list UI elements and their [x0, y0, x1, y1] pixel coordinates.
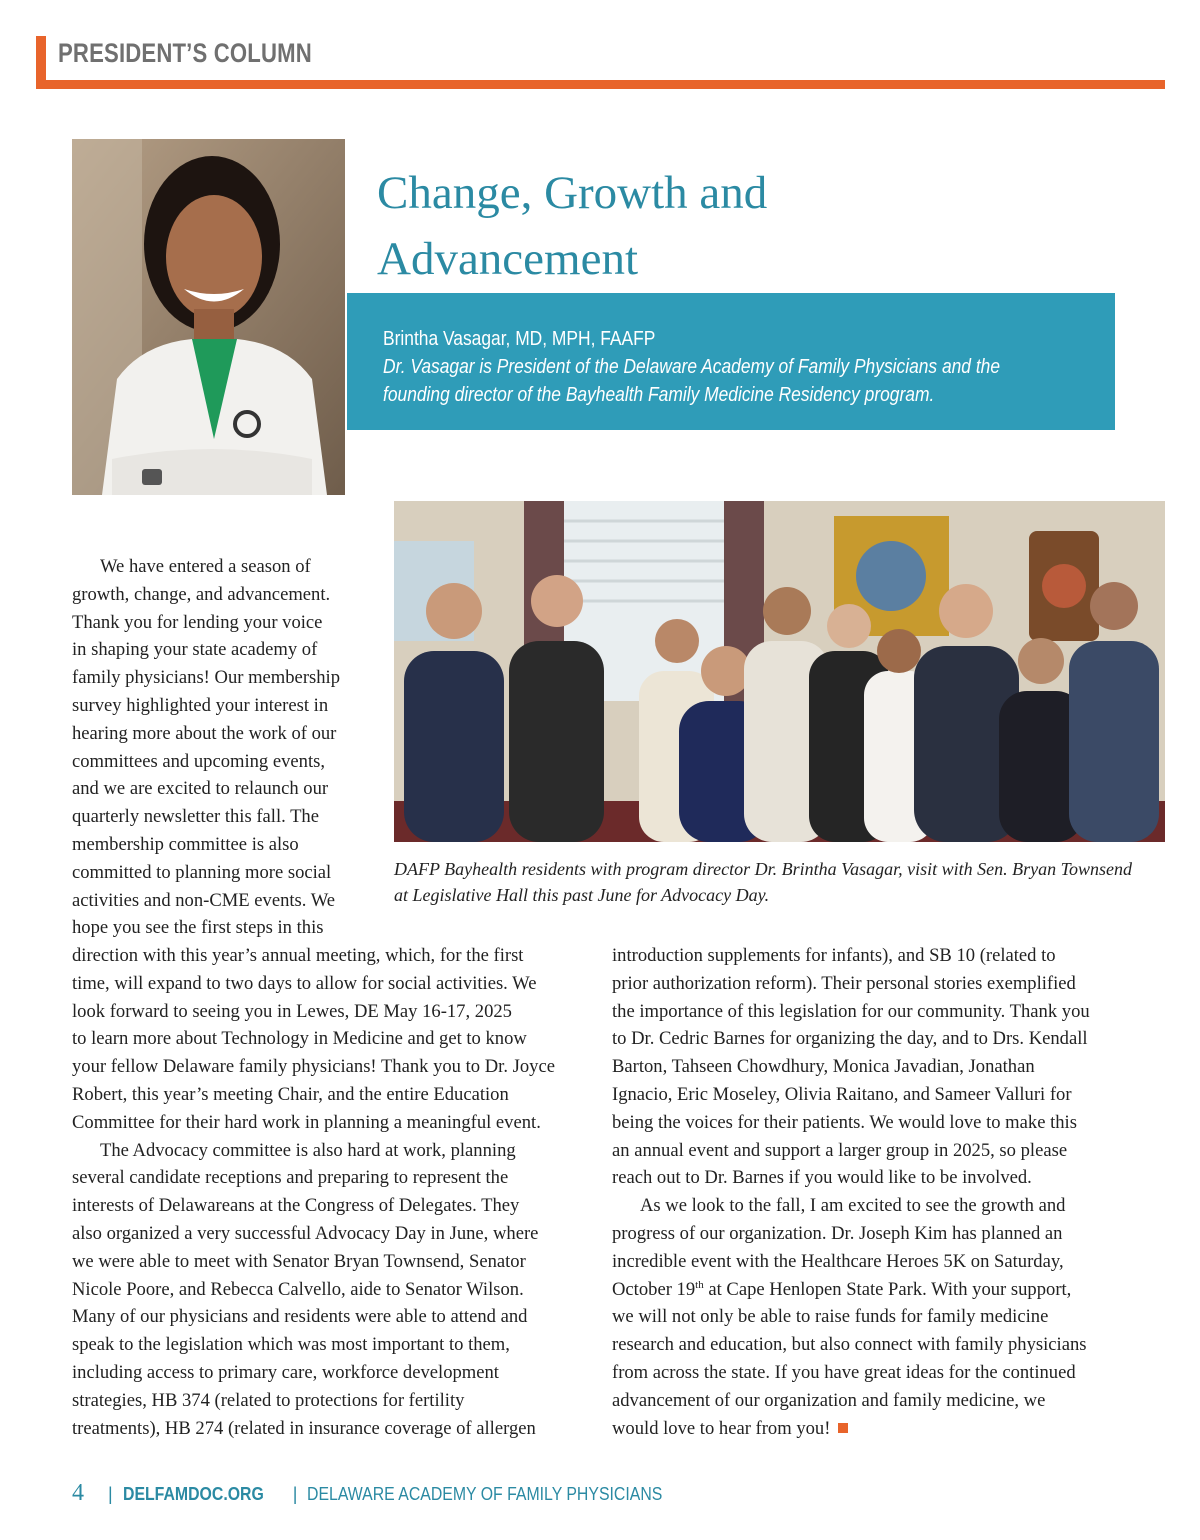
footer-site-link[interactable]: DELFAMDOC.ORG	[122, 1484, 264, 1504]
intro-line: membership committee is also	[72, 833, 299, 855]
body-line: also organized a very successful Advocacy Day in June, where	[72, 1222, 539, 1244]
body-line: including access to primary care, workforce development	[72, 1361, 499, 1383]
body-line: we were able to meet with Senator Bryan Townsend, Senator	[72, 1250, 526, 1272]
body-line: being the voices for their patients. We would love to make this	[612, 1111, 1077, 1133]
title-line-1: Change, Growth and	[377, 167, 768, 219]
body-line: As we look to the fall, I am excited to see the growth and	[640, 1195, 1066, 1217]
body-line: to Dr. Cedric Barnes for organizing the day, and to Drs. Kendall	[612, 1028, 1088, 1050]
author-name: Brintha Vasagar, MD, MPH, FAAFP	[383, 328, 656, 350]
body-line: to learn more about Technology in Medicine and get to know	[72, 1028, 527, 1050]
intro-line: activities and non-CME events. We	[72, 889, 336, 911]
date-superscript: th	[695, 1278, 704, 1291]
body-line: Many of our physicians and residents were able to attend and	[72, 1306, 528, 1328]
section-rule	[36, 80, 1165, 89]
intro-line: hope you see the first steps in this	[72, 917, 324, 939]
body-line: Committee for their hard work in planning a meaningful event.	[72, 1111, 541, 1133]
body-line: speak to the legislation which was most important to them,	[72, 1334, 510, 1356]
body-line	[612, 1415, 1142, 1443]
closing-text: would love to hear from you!	[612, 1417, 831, 1439]
intro-line: hearing more about the work of our	[72, 722, 337, 744]
body-line: interests of Delawareans at the Congress of Delegates. They	[72, 1195, 520, 1217]
body-line: your fellow Delaware family physicians! Thank you to Dr. Joyce	[72, 1056, 555, 1078]
intro-column	[72, 553, 372, 942]
date-continuation: at Cape Henlopen State Park. With your support,	[703, 1278, 1072, 1300]
author-bio-line-2: founding director of the Bayhealth Family Medicine Residency program.	[383, 384, 935, 406]
body-line: look forward to seeing you in Lewes, DE May 16-17, 2025	[72, 1000, 512, 1022]
body-line: from across the state. If you have great ideas for the continued	[612, 1361, 1076, 1383]
body-line: time, will expand to two days to allow for social activities. We	[72, 972, 537, 994]
photo-caption	[394, 856, 1174, 908]
body-line: introduction supplements for infants), and SB 10 (related to	[612, 945, 1056, 966]
body-line: an annual event and support a larger group in 2025, so please	[612, 1139, 1068, 1161]
footer-separator: |	[292, 1484, 298, 1504]
caption-line-1: DAFP Bayhealth residents with program director Dr. Brintha Vasagar, visit with Sen. Bryan Townsend	[394, 859, 1132, 879]
body-line: direction with this year’s annual meeting, which, for the first	[72, 945, 524, 966]
author-bio-line-1: Dr. Vasagar is President of the Delaware Academy of Family Physicians and the	[383, 356, 1001, 378]
title-line-2: Advancement	[377, 233, 639, 285]
byline-box	[347, 293, 1115, 430]
intro-line: Thank you for lending your voice	[72, 611, 323, 633]
intro-line: committees and upcoming events,	[72, 750, 326, 772]
intro-line: family physicians! Our membership	[72, 667, 341, 689]
section-title: PRESIDENT’S COLUMN	[58, 38, 312, 68]
intro-line: growth, change, and advancement.	[72, 583, 331, 605]
caption-line-2: at Legislative Hall this past June for Advocacy Day.	[394, 885, 770, 905]
body-line: Ignacio, Eric Moseley, Olivia Raitano, and Sameer Valluri for	[612, 1083, 1072, 1105]
end-of-article-mark	[838, 1423, 848, 1433]
group-photo	[394, 501, 1165, 842]
body-line: The Advocacy committee is also hard at work, planning	[100, 1139, 516, 1161]
body-line: advancement of our organization and family medicine, we	[612, 1389, 1046, 1411]
footer-org-name: DELAWARE ACADEMY OF FAMILY PHYSICIANS	[307, 1484, 663, 1504]
body-line: Robert, this year’s meeting Chair, and the entire Education	[72, 1083, 509, 1105]
article-title	[377, 160, 1077, 292]
intro-line: quarterly newsletter this fall. The	[72, 806, 319, 828]
page-number: 4	[72, 1480, 84, 1506]
body-line: Nicole Poore, and Rebecca Calvello, aide to Senator Wilson.	[72, 1278, 524, 1300]
body-line: we will not only be able to raise funds for family medicine	[612, 1306, 1049, 1328]
body-line: several candidate receptions and preparing to represent the	[72, 1167, 509, 1189]
body-line	[612, 1276, 1142, 1304]
body-line: treatments), HB 274 (related in insurance coverage of allergen	[72, 1417, 536, 1439]
intro-line: committed to planning more social	[72, 861, 332, 883]
section-accent-bar	[36, 36, 46, 86]
body-line: the importance of this legislation for our community. Thank you	[612, 1000, 1090, 1022]
body-line: research and education, but also connect with family physicians	[612, 1334, 1087, 1356]
left-column	[72, 942, 592, 1442]
body-line: progress of our organization. Dr. Joseph Kim has planned an	[612, 1222, 1063, 1244]
body-line: reach out to Dr. Barnes if you would like to be involved.	[612, 1167, 1032, 1189]
page-footer	[72, 1480, 711, 1507]
body-line: Barton, Tahseen Chowdhury, Monica Javadian, Jonathan	[612, 1056, 1035, 1078]
body-line: prior authorization reform). Their personal stories exemplified	[612, 972, 1076, 994]
right-column	[612, 942, 1142, 1442]
intro-line: survey highlighted your interest in	[72, 694, 329, 716]
intro-line: We have entered a season of	[100, 556, 311, 577]
date-text: October 19	[612, 1278, 696, 1300]
intro-line: and we are excited to relaunch our	[72, 778, 329, 800]
intro-line: in shaping your state academy of	[72, 639, 318, 661]
author-portrait	[72, 139, 345, 495]
body-line: incredible event with the Healthcare Heroes 5K on Saturday,	[612, 1250, 1064, 1272]
body-line: strategies, HB 374 (related to protections for fertility	[72, 1389, 465, 1411]
footer-separator: |	[108, 1484, 113, 1504]
